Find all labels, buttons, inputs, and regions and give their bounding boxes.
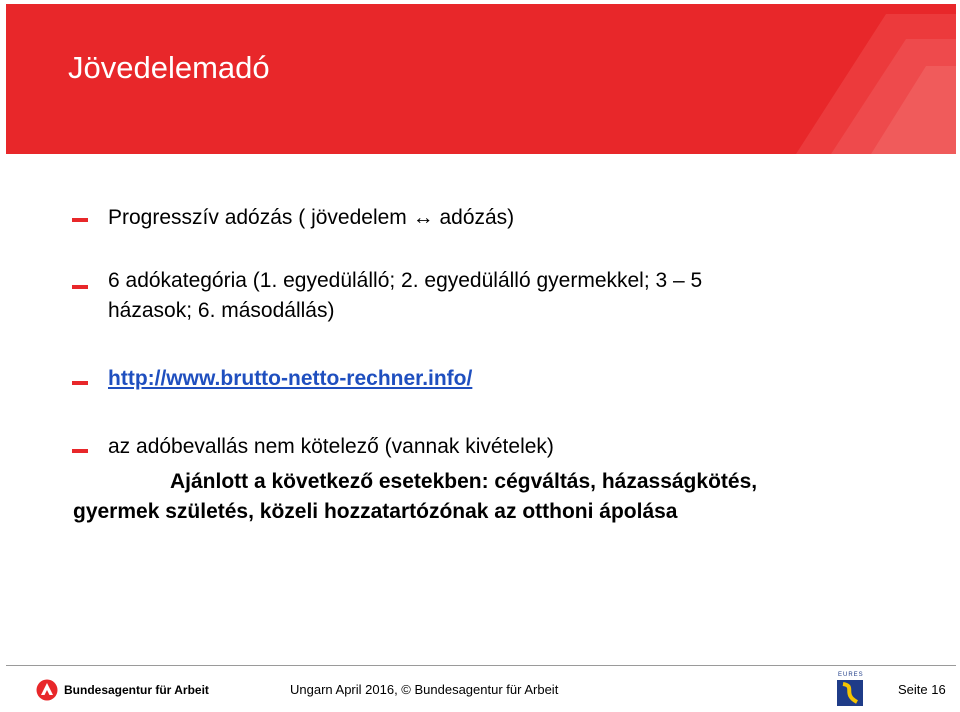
footer-divider: [6, 665, 956, 666]
slide-title: Jövedelemadó: [68, 50, 270, 85]
banner-decoration: [656, 4, 956, 154]
footer-org-logo: [36, 679, 209, 701]
recommended-cases-line1: Ajánlott a következő esetekben: cégváltás, házasságkötés,: [170, 470, 758, 493]
bullet-marker: [72, 381, 88, 385]
bullet-text-categories-line2: házasok; 6. másodállás): [108, 299, 335, 322]
bullet-marker: [72, 449, 88, 453]
bullet-marker: [72, 218, 88, 222]
footer-copyright: Ungarn April 2016, © Bundesagentur für Arbeit: [290, 682, 559, 697]
bullet-text-progressive: Progresszív adózás ( jövedelem ↔ adózás): [108, 206, 515, 229]
bullet-marker: [72, 285, 88, 289]
recommended-cases-line2: gyermek születés, közeli hozzatartózónak az otthoni ápolása: [73, 500, 678, 523]
page-number: Seite 16: [898, 682, 946, 697]
bullet-text-categories-line1: 6 adókategória (1. egyedülálló; 2. egyedülálló gyermekkel; 3 – 5: [108, 269, 703, 292]
eures-label: EURES: [838, 672, 864, 678]
agency-logo-icon: [36, 679, 58, 701]
calculator-link[interactable]: http://www.brutto-netto-rechner.info/: [108, 367, 473, 390]
eures-logo-icon: [834, 668, 866, 708]
title-banner: [6, 4, 956, 154]
footer-org-name: Bundesagentur für Arbeit: [64, 683, 209, 697]
bullet-text-tax-return: az adóbevallás nem kötelező (vannak kivételek): [108, 435, 554, 458]
